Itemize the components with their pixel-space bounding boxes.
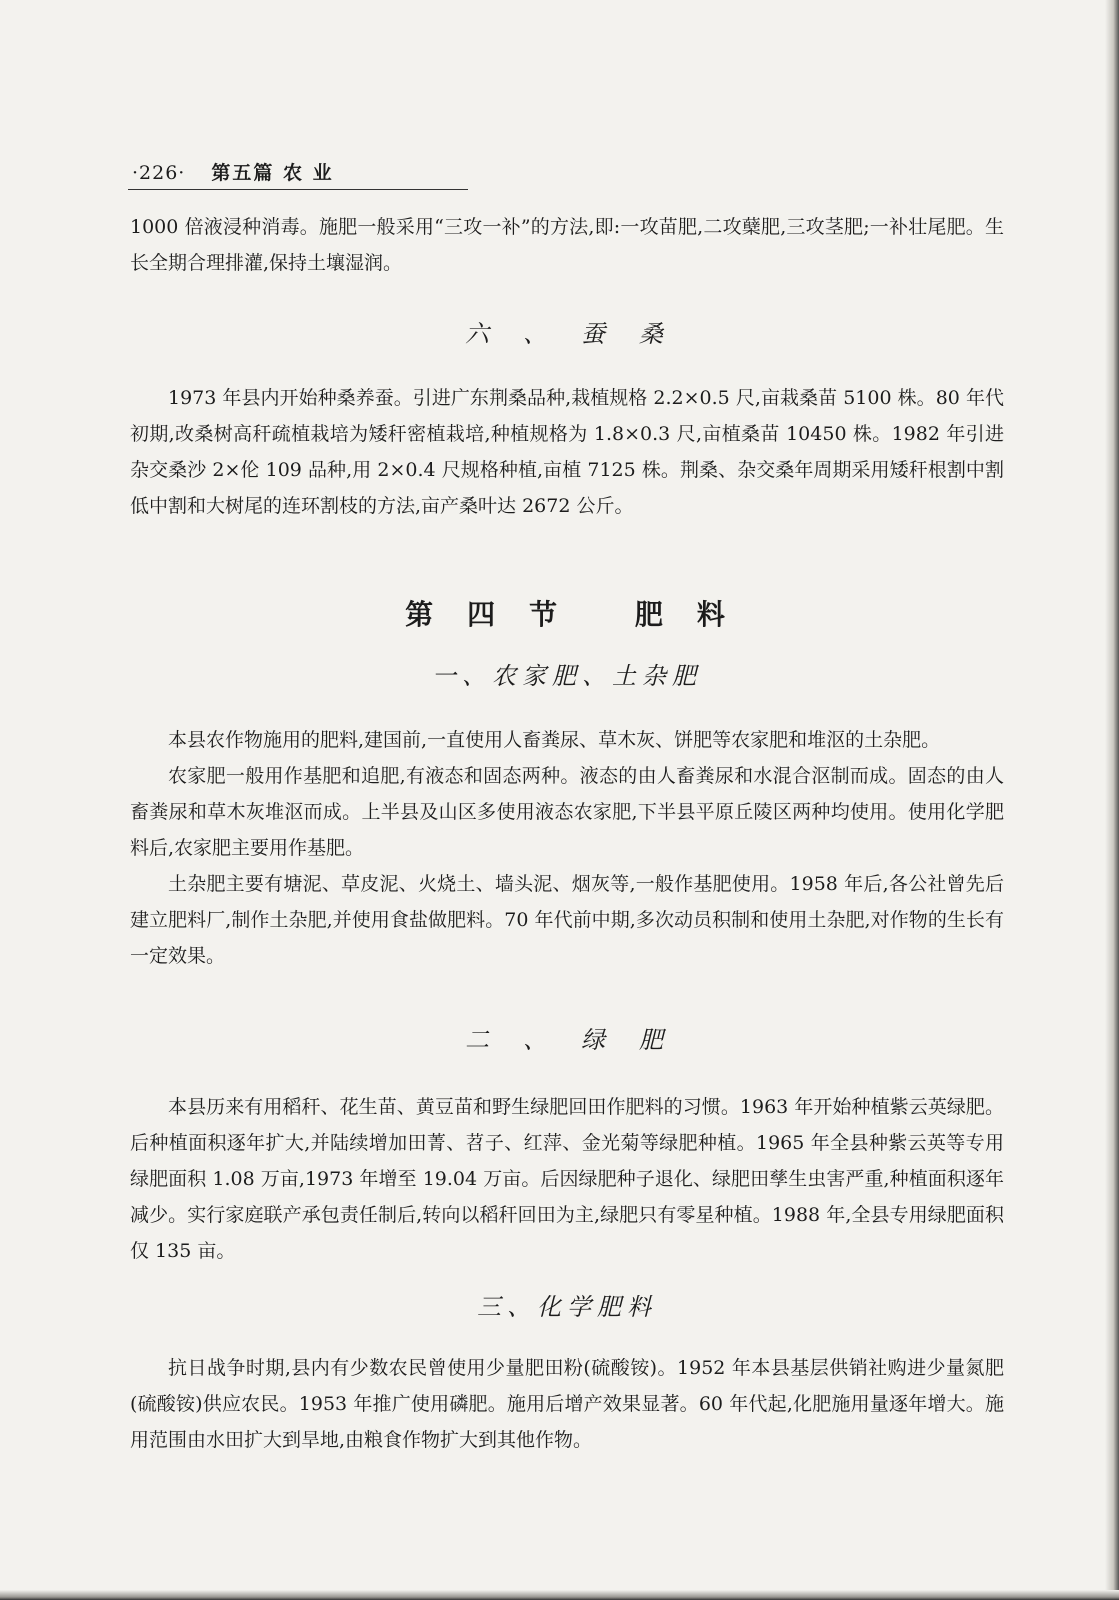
subsection-heading-green-manure: 二、绿肥 <box>465 1026 669 1054</box>
chapter-heading-fertilizer: 第四节 肥料 <box>405 598 729 631</box>
subsection-body-farmyard-manure <box>130 722 1004 974</box>
continued-paragraph <box>130 209 1004 281</box>
paragraph: 1000 倍液浸种消毒。施肥一般采用“三攻一补”的方法,即:一攻苗肥,二攻蘖肥,三攻茎肥;一补壮尾肥。生长全期合理排灌,保持土壤湿润。 <box>130 216 1004 274</box>
paragraph: 1973 年县内开始种桑养蚕。引进广东荆桑品种,栽植规格 2.2×0.5 尺,亩栽桑苗 5100 株。80 年代初期,改桑树高秆疏植栽培为矮秆密植栽培,种植规格为 1.8×0.3 尺,亩植桑苗 10450 株。1982 年引进杂交桑沙 2×伦 109 品种,用 2×0.4 尺规格种植,亩植 7125 株。荆桑、杂交桑年周期采用矮秆根割中割低中割和大树尾的连环割枝的方法,亩产桑叶达 2672 公斤。 <box>130 387 1004 517</box>
section-heading-sericulture: 六、蚕桑 <box>465 320 669 348</box>
subsection-heading-chemical-fertilizer: 三、化学肥料 <box>477 1293 657 1321</box>
part-title: 第五篇 农 业 <box>211 162 334 184</box>
paragraph: 土杂肥主要有塘泥、草皮泥、火烧土、墙头泥、烟灰等,一般作基肥使用。1958 年后,各公社曾先后建立肥料厂,制作土杂肥,并使用食盐做肥料。70 年代前中期,多次动员积制和使用土杂肥,对作物的生长有一定效果。 <box>130 873 1004 967</box>
subsection-heading-farmyard-manure: 一、农家肥、土杂肥 <box>432 662 702 690</box>
subsection-body-green-manure <box>130 1089 1004 1269</box>
header-rule <box>128 189 468 190</box>
page-number: ·226· <box>132 162 186 184</box>
paragraph: 农家肥一般用作基肥和追肥,有液态和固态两种。液态的由人畜粪尿和水混合沤制而成。固态的由人畜粪尿和草木灰堆沤而成。上半县及山区多使用液态农家肥,下半县平原丘陵区两种均使用。使用化学肥料后,农家肥主要用作基肥。 <box>130 765 1004 859</box>
section-body-sericulture <box>130 380 1004 524</box>
scan-edge-bottom <box>0 1590 1119 1600</box>
paragraph: 本县农作物施用的肥料,建国前,一直使用人畜粪尿、草木灰、饼肥等农家肥和堆沤的土杂肥。 <box>168 729 941 751</box>
scan-edge-right <box>1105 0 1119 1600</box>
subsection-body-chemical-fertilizer <box>130 1350 1004 1458</box>
paragraph: 本县历来有用稻秆、花生苗、黄豆苗和野生绿肥回田作肥料的习惯。1963 年开始种植紫云英绿肥。后种植面积逐年扩大,并陆续增加田菁、苕子、红萍、金光菊等绿肥种植。1965 年全县种紫云英等专用绿肥面积 1.08 万亩,1973 年增至 19.04 万亩。后因绿肥种子退化、绿肥田孳生虫害严重,种植面积逐年减少。实行家庭联产承包责任制后,转向以稻秆回田为主,绿肥只有零星种植。1988 年,全县专用绿肥面积仅 135 亩。 <box>130 1096 1004 1262</box>
paragraph: 抗日战争时期,县内有少数农民曾使用少量肥田粉(硫酸铵)。1952 年本县基层供销社购进少量氮肥(硫酸铵)供应农民。1953 年推广使用磷肥。施用后增产效果显著。60 年代起,化肥施用量逐年增大。施用范围由水田扩大到旱地,由粮食作物扩大到其他作物。 <box>130 1357 1004 1451</box>
running-header <box>132 158 467 185</box>
